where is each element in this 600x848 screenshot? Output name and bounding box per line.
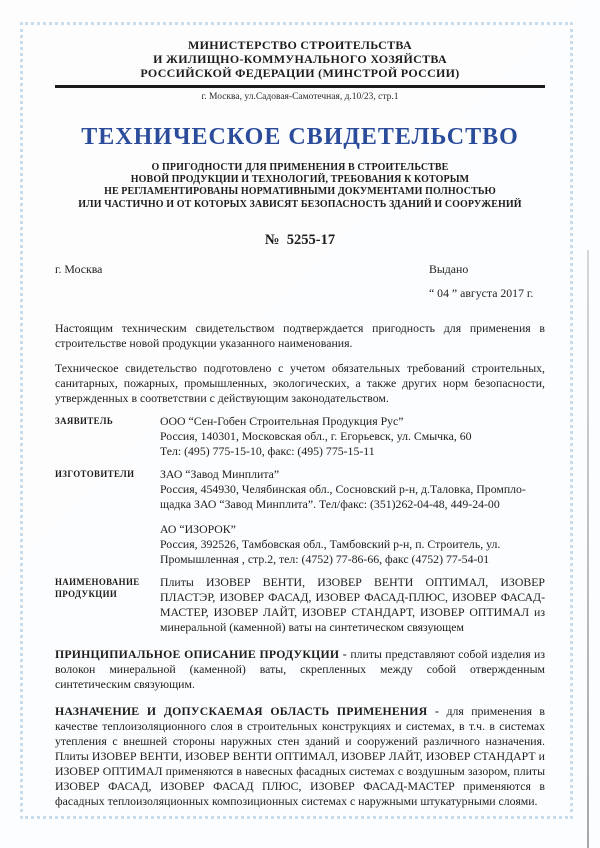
applicant-label: ЗАЯВИТЕЛЬ xyxy=(55,416,114,427)
manufacturers-field xyxy=(55,467,545,567)
document-title: ТЕХНИЧЕСКОЕ СВИДЕТЕЛЬСТВО xyxy=(81,123,519,150)
applicant-field xyxy=(55,414,545,459)
manufacturers-value xyxy=(160,467,545,567)
manufacturer-block xyxy=(160,467,545,512)
issue-details xyxy=(429,262,545,301)
applicant-value xyxy=(160,414,545,459)
subtitle-line: НЕ РЕГЛАМЕНТИРОВАНЫ НОРМАТИВНЫМИ ДОКУМЕНТАМИ ПОЛНОСТЬЮ xyxy=(104,186,496,198)
product-field xyxy=(55,575,545,635)
ministry-address: г. Москва, ул.Садовая-Самотечная, д.10/23, стр.1 xyxy=(201,91,399,102)
ministry-header xyxy=(55,38,545,80)
application-text: для применения в качестве теплоизоляционного слоя в строительных конструкциях и системах, в т.ч. в системах утепления с внешней стороны наружных стен зданий и сооружений различного назначения. Плиты ИЗОВЕР ВЕНТИ, ИЗОВЕР ВЕНТИ ОПТИМАЛ, ИЗОВЕР ЛАЙТ, ИЗОВЕР СТАНДАРТ и ИЗОВЕР ОПТИМАЛ применяются в навесных фасадных системах с воздушным зазором, плиты ИЗОВЕР ФАСАД, ИЗОВЕР ФАСАД ПЛЮС, ИЗОВЕР ФАСАД-МАСТЕР применяются в фасадных теплоизоляционных композиционных системах с наружными штукатурными слоями. xyxy=(55,704,545,809)
issue-city: г. Москва xyxy=(55,262,103,277)
applicant-name: ООО “Сен-Гобен Строительная Продукция Рус” xyxy=(160,414,404,429)
manufacturer-address: Россия, 392526, Тамбовская обл., Тамбовский р-н, п. Строитель, ул. xyxy=(160,537,501,552)
manufacturers-label: ИЗГОТОВИТЕЛИ xyxy=(55,469,135,480)
description-text: плиты представляют собой изделия из волокон минеральной (каменной) ваты, скрепленных между собой отвержденным синтетическим связующим. xyxy=(55,647,545,692)
header-divider xyxy=(55,85,545,88)
application-paragraph xyxy=(55,704,545,809)
basis-paragraph: Техническое свидетельство подготовлено с учетом обязательных требований строительных, санитарных, пожарных, промышленных, экологических, а также других норм безопасности, утвержденных в соответствии с действующим законодательством. xyxy=(55,361,545,406)
ministry-line: И ЖИЛИЩНО-КОММУНАЛЬНОГО ХОЗЯЙСТВА xyxy=(153,52,447,66)
manufacturer-address: Россия, 454930, Челябинская обл., Сосновский р-н, д.Таловка, Промпло- xyxy=(160,482,526,497)
certificate-number: № 5255-17 xyxy=(264,232,336,249)
description-lead: ПРИНЦИПИАЛЬНОЕ ОПИСАНИЕ ПРОДУКЦИИ - xyxy=(55,647,347,662)
description-paragraph xyxy=(55,647,545,692)
intro-paragraph: Настоящим техническим свидетельством подтверждается пригодность для применения в строительстве новой продукции указанного наименования. xyxy=(55,321,545,351)
subtitle-line: ИЛИ ЧАСТИЧНО И ОТ КОТОРЫХ ЗАВИСЯТ БЕЗОПАСНОСТЬ ЗДАНИЙ И СООРУЖЕНИЙ xyxy=(78,198,522,210)
product-value: Плиты ИЗОВЕР ВЕНТИ, ИЗОВЕР ВЕНТИ ОПТИМАЛ, ИЗОВЕР ПЛАСТЭР, ИЗОВЕР ФАСАД, ИЗОВЕР ФАСАД-ПЛЮС, ИЗОВЕР ФАСАД-МАСТЕР, ИЗОВЕР ЛАЙТ, ИЗОВЕР СТАНДАРТ, ИЗОВЕР ОПТИМАЛ из минеральной (каменной) ваты на синтетическом связующем xyxy=(160,575,545,635)
manufacturer-phone: Промышленная , стр.2, тел: (4752) 77-86-66, факс (4752) 77-54-01 xyxy=(160,552,490,567)
manufacturer-name: АО “ИЗОРОК” xyxy=(160,522,236,537)
issued-label: Выдано xyxy=(429,262,469,277)
applicant-address: Россия, 140301, Московская обл., г. Егорьевск, ул. Смычка, 60 xyxy=(160,429,472,444)
scan-page-edge-shadow xyxy=(587,250,589,848)
applicant-phone: Тел: (495) 775-15-10, факс: (495) 775-15-11 xyxy=(160,444,375,459)
issued-date: “ 04 ” августа 2017 г. xyxy=(429,286,534,301)
subtitle-line: О ПРИГОДНОСТИ ДЛЯ ПРИМЕНЕНИЯ В СТРОИТЕЛЬСТВЕ xyxy=(151,161,449,173)
issue-row xyxy=(55,262,545,301)
manufacturer-block xyxy=(160,522,545,567)
manufacturer-name: ЗАО “Завод Минплита” xyxy=(160,467,280,482)
certificate-content xyxy=(55,38,545,809)
subtitle-line: НОВОЙ ПРОДУКЦИИ И ТЕХНОЛОГИЙ, ТРЕБОВАНИЯ К КОТОРЫМ xyxy=(130,173,470,185)
application-lead: НАЗНАЧЕНИЕ И ДОПУСКАЕМАЯ ОБЛАСТЬ ПРИМЕНЕНИЯ - xyxy=(55,704,440,719)
ministry-line: МИНИСТЕРСТВО СТРОИТЕЛЬСТВА xyxy=(188,38,412,52)
ministry-line: РОССИЙСКОЙ ФЕДЕРАЦИИ (МИНСТРОЙ РОССИИ) xyxy=(140,66,460,80)
document-subtitle xyxy=(55,162,545,212)
manufacturer-phone: щадка ЗАО “Завод Минплита”. Тел/факс: (351)262-04-48, 449-24-00 xyxy=(160,497,500,512)
product-label: НАИМЕНОВАНИЕ ПРОДУКЦИИ xyxy=(55,577,140,599)
